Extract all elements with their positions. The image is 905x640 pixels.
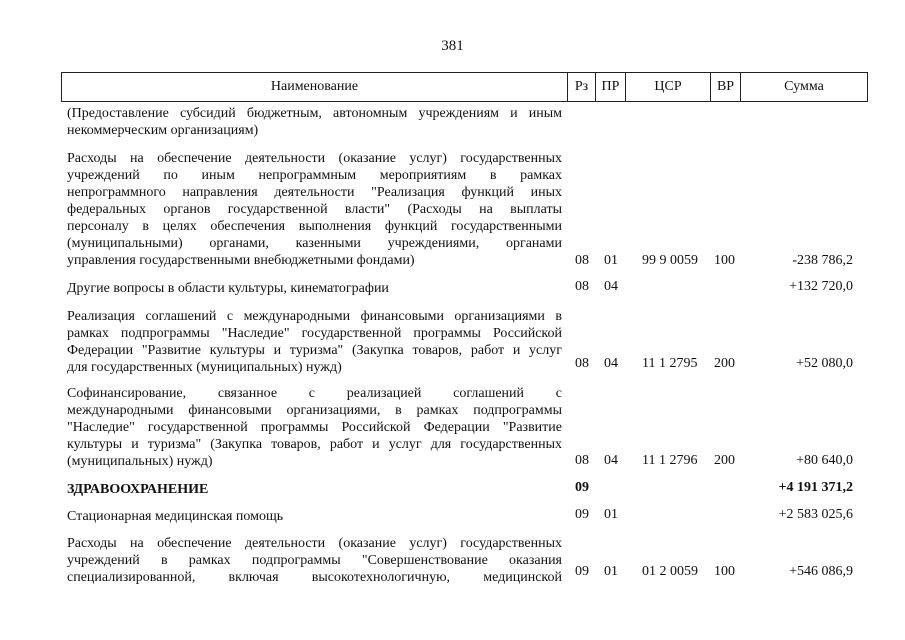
- row-description: Расходы на обеспечение деятельности (оказание услуг) государственных учреждений в рамках подпрограммы "Совершенствование оказания специализированной, включая высокотехнологичную, медицинской: [67, 536, 562, 585]
- cell-rz: 08: [575, 356, 589, 371]
- cell-rz: 08: [575, 253, 589, 268]
- header-rz: Рз: [567, 73, 595, 101]
- cell-vr: 100: [714, 564, 735, 579]
- header-vr: ВР: [710, 73, 740, 101]
- cell-pr: 01: [604, 507, 618, 522]
- row-description: Софинансирование, связанное с реализацией соглашений с международными финансовыми организациями, в рамках подпрограммы "Наследие" государственной программы Российской Федерации "Развитие культуры и туризма" (Закупка товаров, работ и услуг для государственных (муниципальных) нужд): [67, 386, 562, 469]
- row-description: Расходы на обеспечение деятельности (оказание услуг) государственных учреждений по иным непрограммным мероприятиям в рамках непрограммного направления деятельности "Реализация функций иных федеральных органов государственной власти" (Расходы на выплаты персоналу в целях обеспечения выполнения функций государственными (муниципальными) органами, казенными учреждениями, органами управления государственными внебюджетными фондами): [67, 151, 562, 268]
- cell-csr: 01 2 0059: [642, 564, 698, 579]
- cell-rz: 08: [575, 453, 589, 468]
- cell-sum: +546 086,9: [789, 564, 853, 579]
- cell-pr: 04: [604, 453, 618, 468]
- row-description: Реализация соглашений с международными финансовыми организациями в рамках подпрограммы "Наследие" государственной программы Российской Федерации "Развитие культуры и туризма" (Закупка товаров, работ и услуг для государственных (муниципальных) нужд): [67, 309, 562, 375]
- header-name: Наименование: [270, 79, 359, 94]
- row-description: (Предоставление субсидий бюджетным, автономным учреждениям и иным некоммерческим организациям): [67, 106, 562, 138]
- row-description: Стационарная медицинская помощь: [67, 509, 284, 524]
- cell-csr: 11 1 2795: [642, 356, 698, 371]
- cell-sum: +52 080,0: [796, 356, 853, 371]
- header-sum: Сумма: [740, 73, 867, 101]
- cell-sum: +132 720,0: [789, 279, 853, 294]
- page-number: 381: [441, 38, 464, 54]
- cell-sum: -238 786,2: [792, 253, 853, 268]
- cell-vr: 200: [714, 453, 735, 468]
- row-description: Другие вопросы в области культуры, кинематографии: [67, 281, 389, 296]
- cell-rz: 09: [575, 507, 589, 522]
- cell-sum: +4 191 371,2: [778, 480, 853, 495]
- cell-vr: 200: [714, 356, 735, 371]
- cell-pr: 01: [604, 253, 618, 268]
- cell-vr: 100: [714, 253, 735, 268]
- section-title: ЗДРАВООХРАНЕНИЕ: [67, 482, 209, 497]
- cell-sum: +80 640,0: [796, 453, 853, 468]
- cell-csr: 99 9 0059: [642, 253, 698, 268]
- cell-csr: 11 1 2796: [642, 453, 698, 468]
- cell-pr: 04: [604, 279, 618, 294]
- cell-rz: 09: [575, 564, 589, 579]
- cell-rz: 08: [575, 279, 589, 294]
- cell-pr: 01: [604, 564, 618, 579]
- cell-rz: 09: [575, 480, 589, 495]
- header-pr: ПР: [595, 73, 625, 101]
- cell-sum: +2 583 025,6: [778, 507, 853, 522]
- header-csr: ЦСР: [625, 73, 710, 101]
- table-header: [61, 72, 868, 102]
- cell-pr: 04: [604, 356, 618, 371]
